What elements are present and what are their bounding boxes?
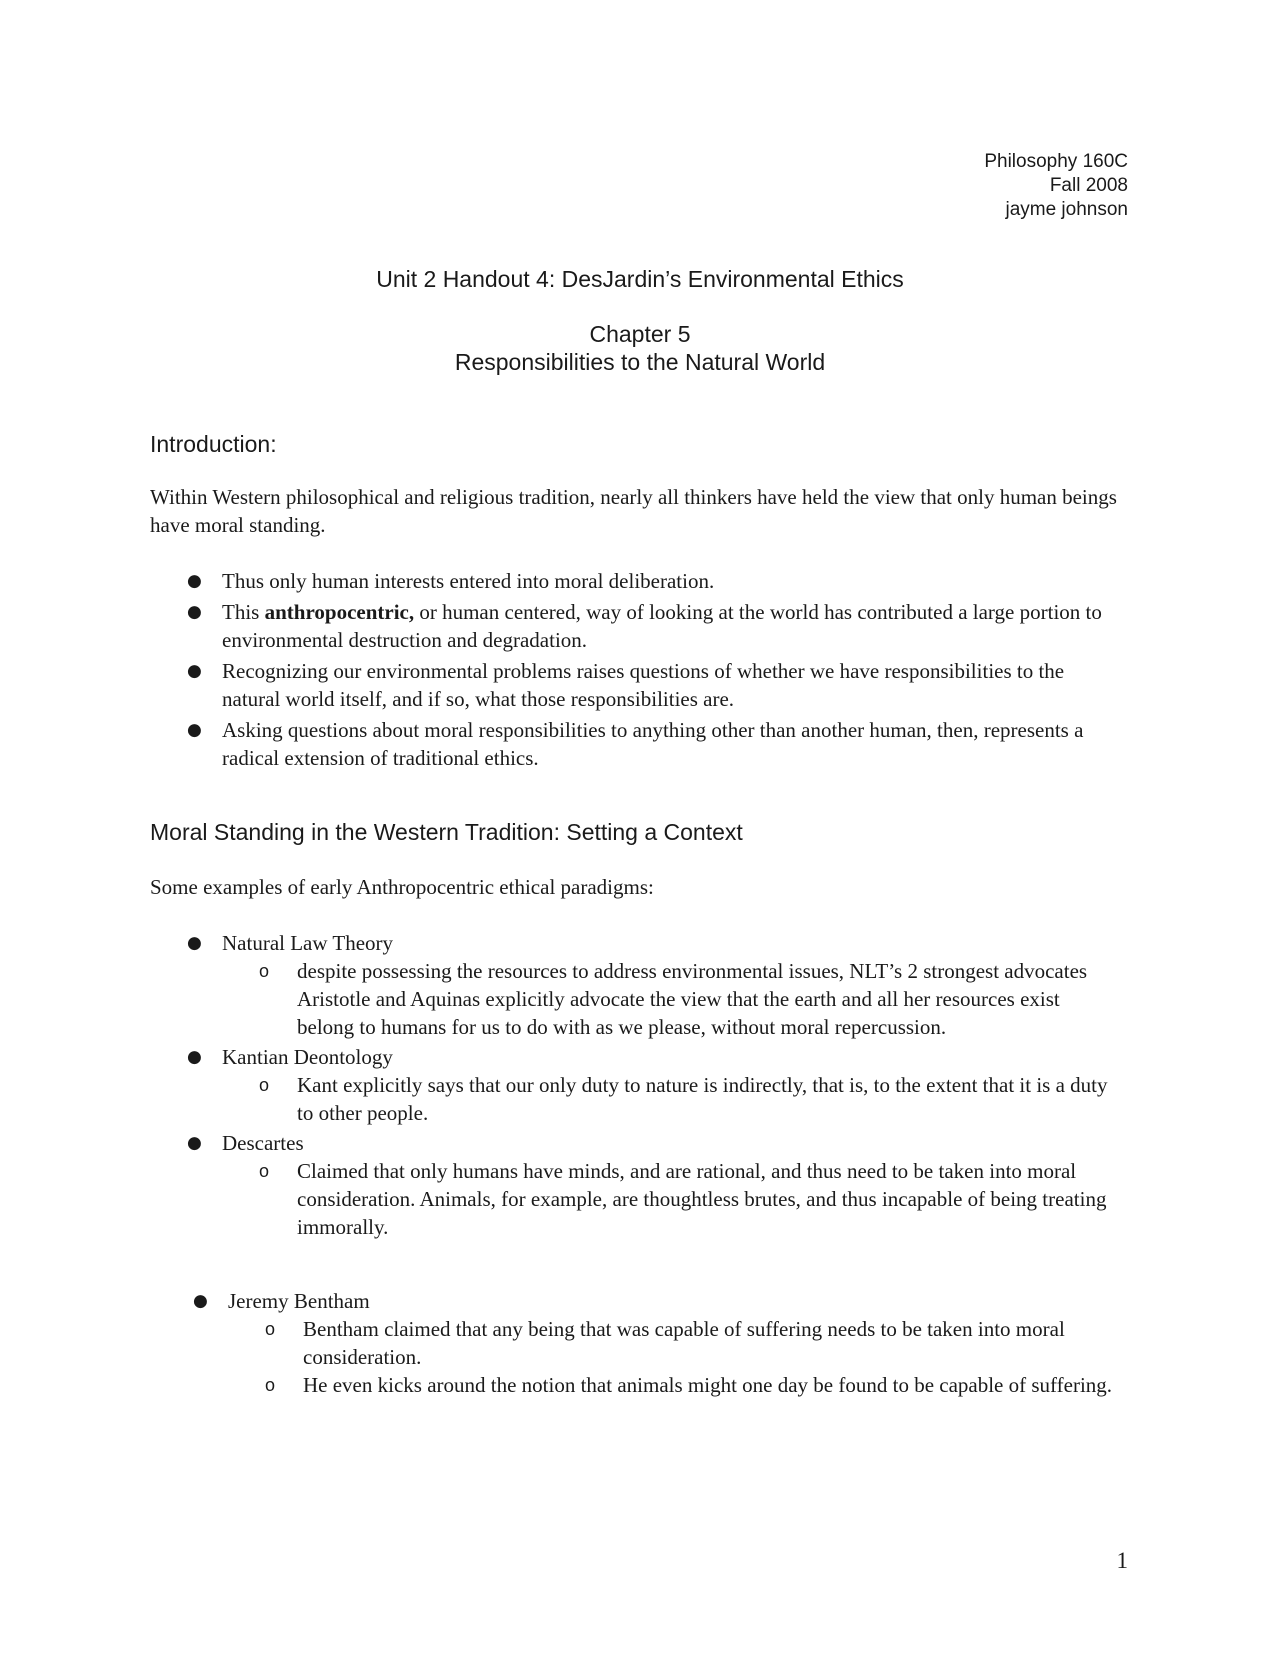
- bullet-icon: ●: [187, 661, 202, 681]
- circle-bullet-icon: o: [259, 1161, 270, 1181]
- chapter-title: Chapter 5: [589, 321, 691, 347]
- sub-list-item-text: despite possessing the resources to address environmental issues, NLT’s 2 strongest advocates Aristotle and Aquinas explicitly advocate the view that the earth and all her resources exist belong to humans for us to do with as we please, without moral repercussion.: [297, 959, 1088, 1039]
- document-header: [984, 150, 1128, 222]
- sub-list: [222, 957, 1122, 1041]
- sub-list-item-text: Bentham claimed that any being that was capable of suffering needs to be taken into moral consideration.: [303, 1317, 1065, 1369]
- sub-list-item: [259, 1157, 1122, 1241]
- introduction-bullet-list: [187, 567, 1122, 772]
- bullet-icon: ●: [187, 933, 202, 953]
- sub-list-item: [259, 957, 1122, 1041]
- list-item: [187, 716, 1122, 772]
- list-item-text-post: or human centered, way of looking at the world has contributed a large portion to environmental destruction and degradation.: [222, 600, 1102, 652]
- moral-standing-paragraph: Some examples of early Anthropocentric ethical paradigms:: [150, 875, 654, 899]
- circle-bullet-icon: o: [259, 961, 270, 981]
- bullet-icon: ●: [187, 1133, 202, 1153]
- sub-list-item: [259, 1071, 1122, 1127]
- course-name: Philosophy 160C: [984, 151, 1128, 172]
- bullet-icon: ●: [187, 571, 202, 591]
- bentham-list: [193, 1287, 1128, 1399]
- sub-list-item-text: Claimed that only humans have minds, and are rational, and thus need to be taken into moral consideration. Animals, for example, are thoughtless brutes, and thus incapable of being treating immorally.: [297, 1159, 1107, 1239]
- sub-list-item-text: Kant explicitly says that our only duty to nature is indirectly, that is, to the extent that it is a duty to other people.: [297, 1073, 1108, 1125]
- introduction-paragraph: Within Western philosophical and religious tradition, nearly all thinkers have held the view that only human beings have moral standing.: [150, 485, 1117, 537]
- bullet-icon: ●: [187, 602, 202, 622]
- term: Fall 2008: [1049, 175, 1128, 196]
- bullet-icon: ●: [193, 1291, 208, 1311]
- list-item-text: Recognizing our environmental problems raises questions of whether we have responsibilities to the natural world itself, and if so, what those responsibilities are.: [222, 659, 1065, 711]
- list-item: [187, 929, 1122, 1041]
- chapter-subtitle: Responsibilities to the Natural World: [454, 349, 826, 375]
- sub-list: [228, 1315, 1128, 1399]
- sub-list: [222, 1071, 1122, 1127]
- bullet-icon: ●: [187, 1047, 202, 1067]
- sub-list-item: [265, 1315, 1128, 1371]
- list-item: [193, 1287, 1128, 1399]
- list-item: [187, 567, 1122, 595]
- list-item-text: Thus only human interests entered into moral deliberation.: [222, 569, 715, 593]
- paradigm-list: [187, 929, 1122, 1241]
- paradigm-name: Jeremy Bentham: [228, 1289, 370, 1313]
- paradigm-name: Descartes: [222, 1131, 304, 1155]
- bullet-icon: ●: [187, 720, 202, 740]
- sub-list-item: [265, 1371, 1128, 1399]
- page-number: 1: [1116, 1548, 1128, 1573]
- circle-bullet-icon: o: [265, 1319, 276, 1339]
- list-item: [187, 598, 1122, 654]
- list-item-text-pre: This: [222, 600, 265, 624]
- author-name: jayme johnson: [1005, 199, 1128, 220]
- list-item: [187, 1129, 1122, 1241]
- list-item-text: Asking questions about moral responsibilities to anything other than another human, then, represents a radical extension of traditional ethics.: [222, 718, 1084, 770]
- bold-term: anthropocentric,: [264, 600, 415, 624]
- introduction-heading: Introduction:: [150, 431, 277, 457]
- paradigm-name: Natural Law Theory: [222, 931, 394, 955]
- moral-standing-heading: Moral Standing in the Western Tradition: Setting a Context: [150, 819, 743, 845]
- document-title: Unit 2 Handout 4: DesJardin’s Environmental Ethics: [376, 266, 904, 292]
- circle-bullet-icon: o: [259, 1075, 270, 1095]
- sub-list: [222, 1157, 1122, 1241]
- paradigm-name: Kantian Deontology: [222, 1045, 393, 1069]
- sub-list-item-text: He even kicks around the notion that animals might one day be found to be capable of suffering.: [303, 1373, 1113, 1397]
- list-item: [187, 1043, 1122, 1127]
- circle-bullet-icon: o: [265, 1375, 276, 1395]
- list-item: [187, 657, 1122, 713]
